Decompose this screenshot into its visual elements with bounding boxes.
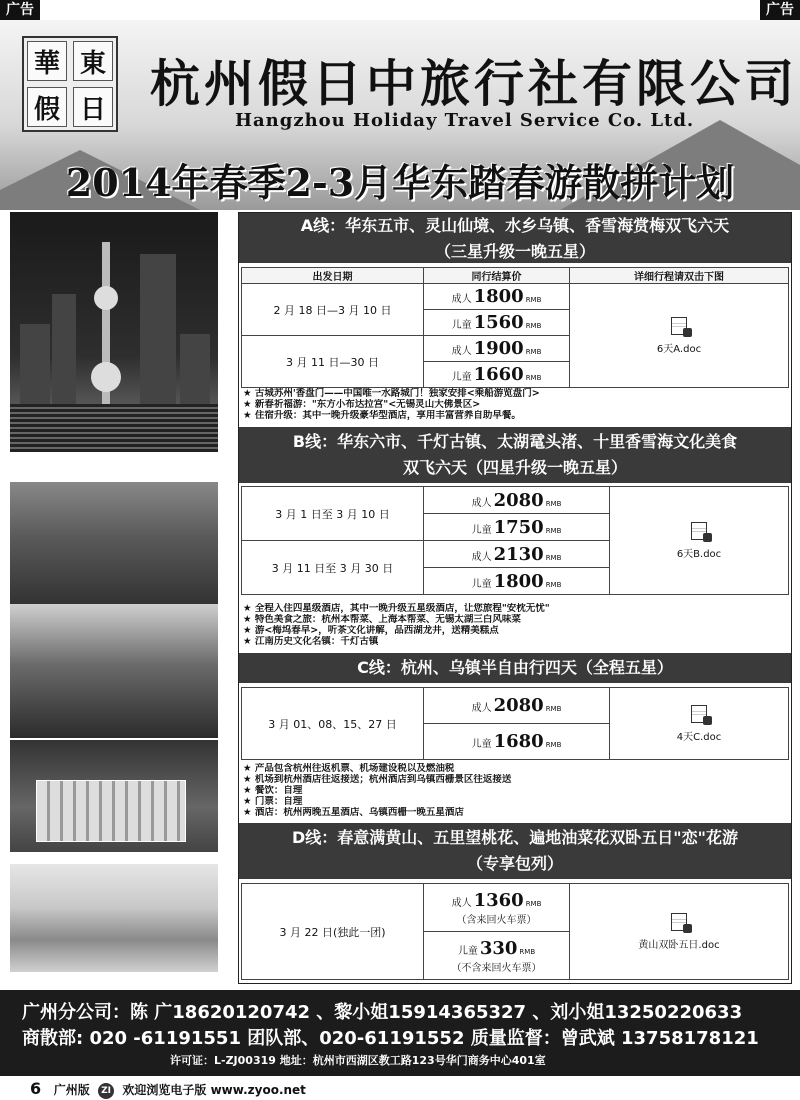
line-d-title: D线：春意满黄山、五里望桃花、遍地油菜花双卧五日"恋"花游 bbox=[292, 828, 738, 847]
page-footer bbox=[0, 1078, 800, 1100]
child-price bbox=[424, 724, 610, 760]
line-b-notes bbox=[243, 603, 789, 647]
building bbox=[20, 324, 50, 404]
note-item: ★ 餐饮：自理 bbox=[243, 785, 789, 796]
price-note: （不含来回火车票） bbox=[451, 962, 542, 974]
building bbox=[180, 334, 210, 404]
child-price bbox=[424, 514, 610, 541]
date-cell: 2 月 18 日—3 月 10 日 bbox=[242, 284, 424, 336]
ad-label-left: 广告 bbox=[0, 0, 40, 20]
contact-footer bbox=[0, 990, 800, 1076]
currency: RMB bbox=[545, 499, 562, 508]
child-label: 儿童 bbox=[451, 372, 472, 383]
currency: RMB bbox=[545, 580, 562, 589]
branch-contacts: 广州分公司：陈 广18620120742 、黎小姐15914365327 、刘小姐13250220633 bbox=[22, 1002, 743, 1023]
line-a-notes bbox=[243, 388, 789, 421]
page-title: 2014年春季2-3月华东踏春游散拼计划 bbox=[65, 160, 735, 205]
company-name-cn: 杭州假日中旅行社有限公司 bbox=[150, 54, 798, 113]
currency: RMB bbox=[545, 705, 562, 713]
table-header: 出发日期 bbox=[242, 268, 424, 284]
document-icon[interactable] bbox=[671, 913, 687, 931]
currency: RMB bbox=[525, 899, 542, 908]
building bbox=[140, 254, 176, 404]
note-item: ★ 新春祈福游："东方小布达拉宫"<无锡灵山大佛景区> bbox=[243, 399, 789, 410]
line-d-subtitle: （专享包列） bbox=[466, 854, 563, 873]
date-cell: 3 月 11 日—30 日 bbox=[242, 336, 424, 388]
date-cell: 3 月 01、08、15、27 日 bbox=[242, 688, 424, 760]
adult-price bbox=[424, 884, 570, 932]
company-name-en: Hangzhou Holiday Travel Service Co. Ltd. bbox=[235, 110, 695, 131]
tower-sphere bbox=[91, 362, 121, 392]
document-icon[interactable] bbox=[691, 705, 707, 723]
date-cell: 3 月 22 日(独此一团) bbox=[242, 884, 424, 980]
note-item: ★ 江南历史文化名镇：千灯古镇 bbox=[243, 636, 789, 647]
line-c-notes bbox=[243, 763, 789, 818]
license-address: 许可证：L-ZJ00319 地址：杭州市西湖区教工路123号华门商务中心401室 bbox=[170, 1054, 546, 1067]
child-label: 儿童 bbox=[471, 739, 492, 750]
price-value: 2130 bbox=[493, 543, 544, 565]
note-item: ★ 机场到杭州酒店往返接送；杭州酒店到乌镇西栅景区往返接送 bbox=[243, 774, 789, 785]
price-value: 1660 bbox=[473, 364, 524, 385]
price-value: 2080 bbox=[493, 489, 544, 511]
page-number: 6 bbox=[30, 1079, 42, 1098]
line-b-table bbox=[241, 486, 789, 595]
price-value: 1800 bbox=[493, 570, 544, 592]
price-value: 1680 bbox=[493, 731, 544, 752]
price-value: 330 bbox=[479, 937, 518, 959]
doc-link-b[interactable] bbox=[610, 487, 789, 595]
website-link[interactable]: 欢迎浏览电子版 www.zyoo.net bbox=[122, 1083, 306, 1097]
photo-column bbox=[10, 212, 218, 972]
river bbox=[10, 404, 218, 452]
child-label: 儿童 bbox=[471, 524, 492, 536]
doc-filename[interactable]: 6天B.doc bbox=[676, 548, 722, 560]
note-item: ★ 游<梅坞春早>，听茶文化讲解，品西湖龙井，送精美糕点 bbox=[243, 625, 789, 636]
date-cell: 3 月 1 日至 3 月 10 日 bbox=[242, 487, 424, 541]
water-town-photo bbox=[10, 482, 218, 604]
table-header: 同行结算价 bbox=[424, 268, 570, 284]
adult-price bbox=[424, 688, 610, 724]
ad-label-right: 广告 bbox=[760, 0, 800, 20]
child-price bbox=[424, 568, 610, 595]
hotel-photo bbox=[10, 740, 218, 852]
adult-label: 成人 bbox=[451, 346, 472, 357]
countryside-photo bbox=[10, 864, 218, 972]
price-value: 1800 bbox=[473, 286, 524, 307]
lotus-garden-photo bbox=[10, 604, 218, 738]
tv-tower bbox=[102, 242, 110, 422]
line-d-table bbox=[241, 883, 789, 980]
price-note: （含来回火车票） bbox=[456, 914, 537, 926]
doc-link-d[interactable] bbox=[570, 884, 789, 980]
edition-label: 广州版 bbox=[53, 1083, 90, 1097]
line-b-title: B线：华东六市、千灯古镇、太湖鼋头渚、十里香雪海文化美食 bbox=[292, 432, 738, 451]
adult-label: 成人 bbox=[451, 897, 472, 909]
adult-label: 成人 bbox=[471, 703, 492, 714]
adult-price bbox=[424, 336, 570, 362]
adult-price bbox=[424, 541, 610, 568]
itinerary-panel bbox=[238, 212, 792, 984]
doc-filename[interactable]: 4天C.doc bbox=[676, 731, 722, 743]
price-value: 1360 bbox=[473, 889, 524, 911]
building bbox=[52, 294, 76, 404]
line-a-title: A线：华东五市、灵山仙境、水乡乌镇、香雪海赏梅双飞六天 bbox=[300, 216, 730, 235]
child-price bbox=[424, 310, 570, 336]
doc-filename[interactable]: 黄山双卧五日.doc bbox=[638, 939, 720, 951]
document-icon[interactable] bbox=[691, 522, 707, 540]
child-label: 儿童 bbox=[471, 578, 492, 590]
adult-price bbox=[424, 284, 570, 310]
price-value: 2080 bbox=[493, 695, 544, 716]
shanghai-night-photo bbox=[10, 212, 218, 452]
note-item: ★ 产品包含杭州往返机票、机场建设税以及燃油税 bbox=[243, 763, 789, 774]
logo-char: 日 bbox=[73, 87, 113, 127]
currency: RMB bbox=[545, 741, 562, 749]
logo-char: 東 bbox=[73, 41, 113, 81]
note-item: ★ 住宿升级：其中一晚升级豪华型酒店，享用丰富营养自助早餐。 bbox=[243, 410, 789, 421]
child-price bbox=[424, 932, 570, 980]
logo-char: 華 bbox=[27, 41, 67, 81]
table-header: 详细行程请双击下图 bbox=[570, 268, 789, 284]
note-item: ★ 古城苏州'香盘门——中国唯一水路城门！独家安排<乘船游览盘门> bbox=[243, 388, 789, 399]
line-c-table bbox=[241, 687, 789, 760]
doc-link-c[interactable] bbox=[610, 688, 789, 760]
line-c-title: C线：杭州、乌镇半自由行四天（全程五星） bbox=[357, 658, 673, 677]
header-banner bbox=[0, 20, 800, 210]
line-a-header bbox=[239, 213, 791, 263]
adult-price bbox=[424, 487, 610, 514]
note-item: ★ 全程入住四星级酒店，其中一晚升级五星级酒店，让您旅程"安枕无忧" bbox=[243, 603, 789, 614]
adult-label: 成人 bbox=[451, 294, 472, 305]
currency: RMB bbox=[545, 526, 562, 535]
currency: RMB bbox=[525, 374, 542, 382]
child-label: 儿童 bbox=[451, 320, 472, 331]
price-value: 1560 bbox=[473, 312, 524, 333]
note-item: ★ 酒店：杭州两晚五星酒店、乌镇西栅一晚五星酒店 bbox=[243, 807, 789, 818]
currency: RMB bbox=[519, 947, 536, 956]
price-value: 1900 bbox=[473, 338, 524, 359]
adult-label: 成人 bbox=[471, 497, 492, 509]
price-value: 1750 bbox=[493, 516, 544, 538]
company-logo bbox=[22, 36, 118, 132]
tower-sphere bbox=[94, 286, 118, 310]
logo-char: 假 bbox=[27, 87, 67, 127]
doc-link-a[interactable] bbox=[570, 284, 789, 388]
note-item: ★ 特色美食之旅：杭州本帮菜、上海本帮菜、无锡太湖三白风味菜 bbox=[243, 614, 789, 625]
hotel-building bbox=[36, 780, 186, 842]
line-b-header bbox=[239, 427, 791, 483]
date-cell: 3 月 11 日至 3 月 30 日 bbox=[242, 541, 424, 595]
currency: RMB bbox=[525, 296, 542, 304]
line-c-header bbox=[239, 653, 791, 683]
doc-filename[interactable]: 6天A.doc bbox=[656, 343, 702, 355]
child-price bbox=[424, 362, 570, 388]
department-phones: 商散部: 020 -61191551 团队部、020-61191552 质量监督：曾武斌 13758178121 bbox=[22, 1028, 759, 1049]
line-a-subtitle: （三星升级一晚五星） bbox=[434, 242, 595, 261]
line-a-table bbox=[241, 267, 789, 388]
line-b-subtitle: 双飞六天（四星升级一晚五星） bbox=[402, 458, 627, 477]
adult-label: 成人 bbox=[471, 551, 492, 563]
currency: RMB bbox=[525, 348, 542, 356]
line-d-header bbox=[239, 823, 791, 879]
child-label: 儿童 bbox=[457, 945, 478, 957]
magazine-logo-icon: ZI bbox=[98, 1083, 114, 1099]
document-icon[interactable] bbox=[671, 317, 687, 335]
currency: RMB bbox=[525, 322, 542, 330]
currency: RMB bbox=[545, 553, 562, 562]
note-item: ★ 门票：自理 bbox=[243, 796, 789, 807]
